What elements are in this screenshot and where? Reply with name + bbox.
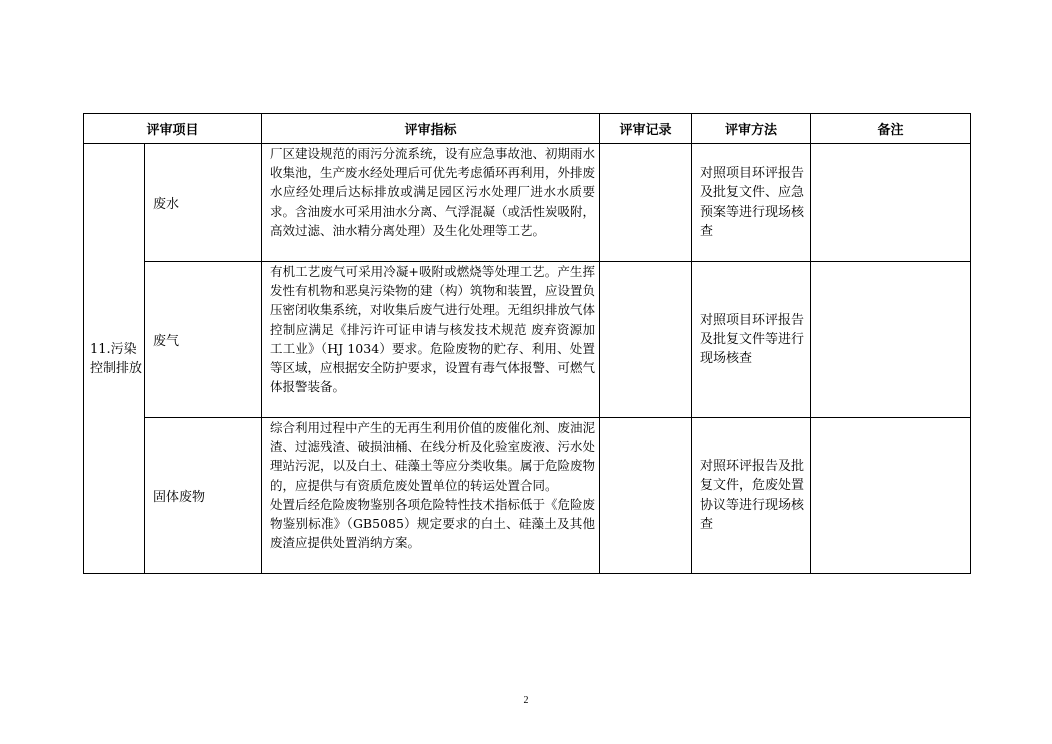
page-number: 2 xyxy=(523,695,529,706)
indicator-text-2: 处置后经危险废物鉴别各项危险特性技术指标低于《危险废物鉴别标准》（GB5085）规定要求的白土、硅藻土及其他废渣应提供处置消纳方案。 xyxy=(270,496,596,551)
indicator-cell xyxy=(262,144,600,262)
indicator-text: 有机工艺废气可采用冷凝+吸附或燃烧等处理工艺。产生挥发性有机物和恶臭污染物的建（构）筑物和装置，应设置负压密闭收集系统，对收集后废气进行处理。无组织排放气体控制应满足《排污许可证申请与核发技术规范 废弃资源加工工业》（HJ 1034）要求。危险废物的贮存、利用、处置等区域，应根据安全防护要求，设置有毒气体报警、可燃气体报警装备。 xyxy=(270,264,596,395)
review-table xyxy=(83,113,971,574)
record-cell xyxy=(600,144,692,262)
indicator-text: 综合利用过程中产生的无再生利用价值的废催化剂、废油泥渣、过滤残渣、破损油桶、在线分析及化验室废液、污水处理站污泥，以及白土、硅藻土等应分类收集。属于危险废物的，应提供与有资质危废处置单位的转运处置合同。 xyxy=(270,420,596,493)
record-cell xyxy=(600,418,692,574)
indicator-cell xyxy=(262,418,600,574)
sub-item-solid-waste: 固体废物 xyxy=(145,418,262,574)
table-row xyxy=(84,144,971,262)
note-cell xyxy=(811,262,971,418)
method-cell: 对照项目环评报告及批复文件等进行现场核查 xyxy=(692,262,811,418)
header-method: 评审方法 xyxy=(692,114,811,144)
sub-item-wastewater: 废水 xyxy=(145,144,262,262)
indicator-cell xyxy=(262,262,600,418)
table-row xyxy=(84,418,971,574)
table-row xyxy=(84,262,971,418)
method-cell: 对照项目环评报告及批复文件、应急预案等进行现场核查 xyxy=(692,144,811,262)
header-record: 评审记录 xyxy=(600,114,692,144)
sub-item-waste-gas: 废气 xyxy=(145,262,262,418)
header-row xyxy=(84,114,971,144)
category-cell: 11.污染控制排放 xyxy=(84,144,145,574)
method-cell: 对照环评报告及批复文件，危废处置协议等进行现场核查 xyxy=(692,418,811,574)
indicator-text: 厂区建设规范的雨污分流系统，设有应急事故池、初期雨水收集池，生产废水经处理后可优先考虑循环再利用，外排废水应经处理后达标排放或满足园区污水处理厂进水水质要求。含油废水可采用油水分离、气浮混凝（或活性炭吸附，高效过滤、油水精分离处理）及生化处理等工艺。 xyxy=(270,146,596,238)
note-cell xyxy=(811,144,971,262)
record-cell xyxy=(600,262,692,418)
note-cell xyxy=(811,418,971,574)
header-indicator: 评审指标 xyxy=(262,114,600,144)
header-item: 评审项目 xyxy=(84,114,262,144)
header-note: 备注 xyxy=(811,114,971,144)
